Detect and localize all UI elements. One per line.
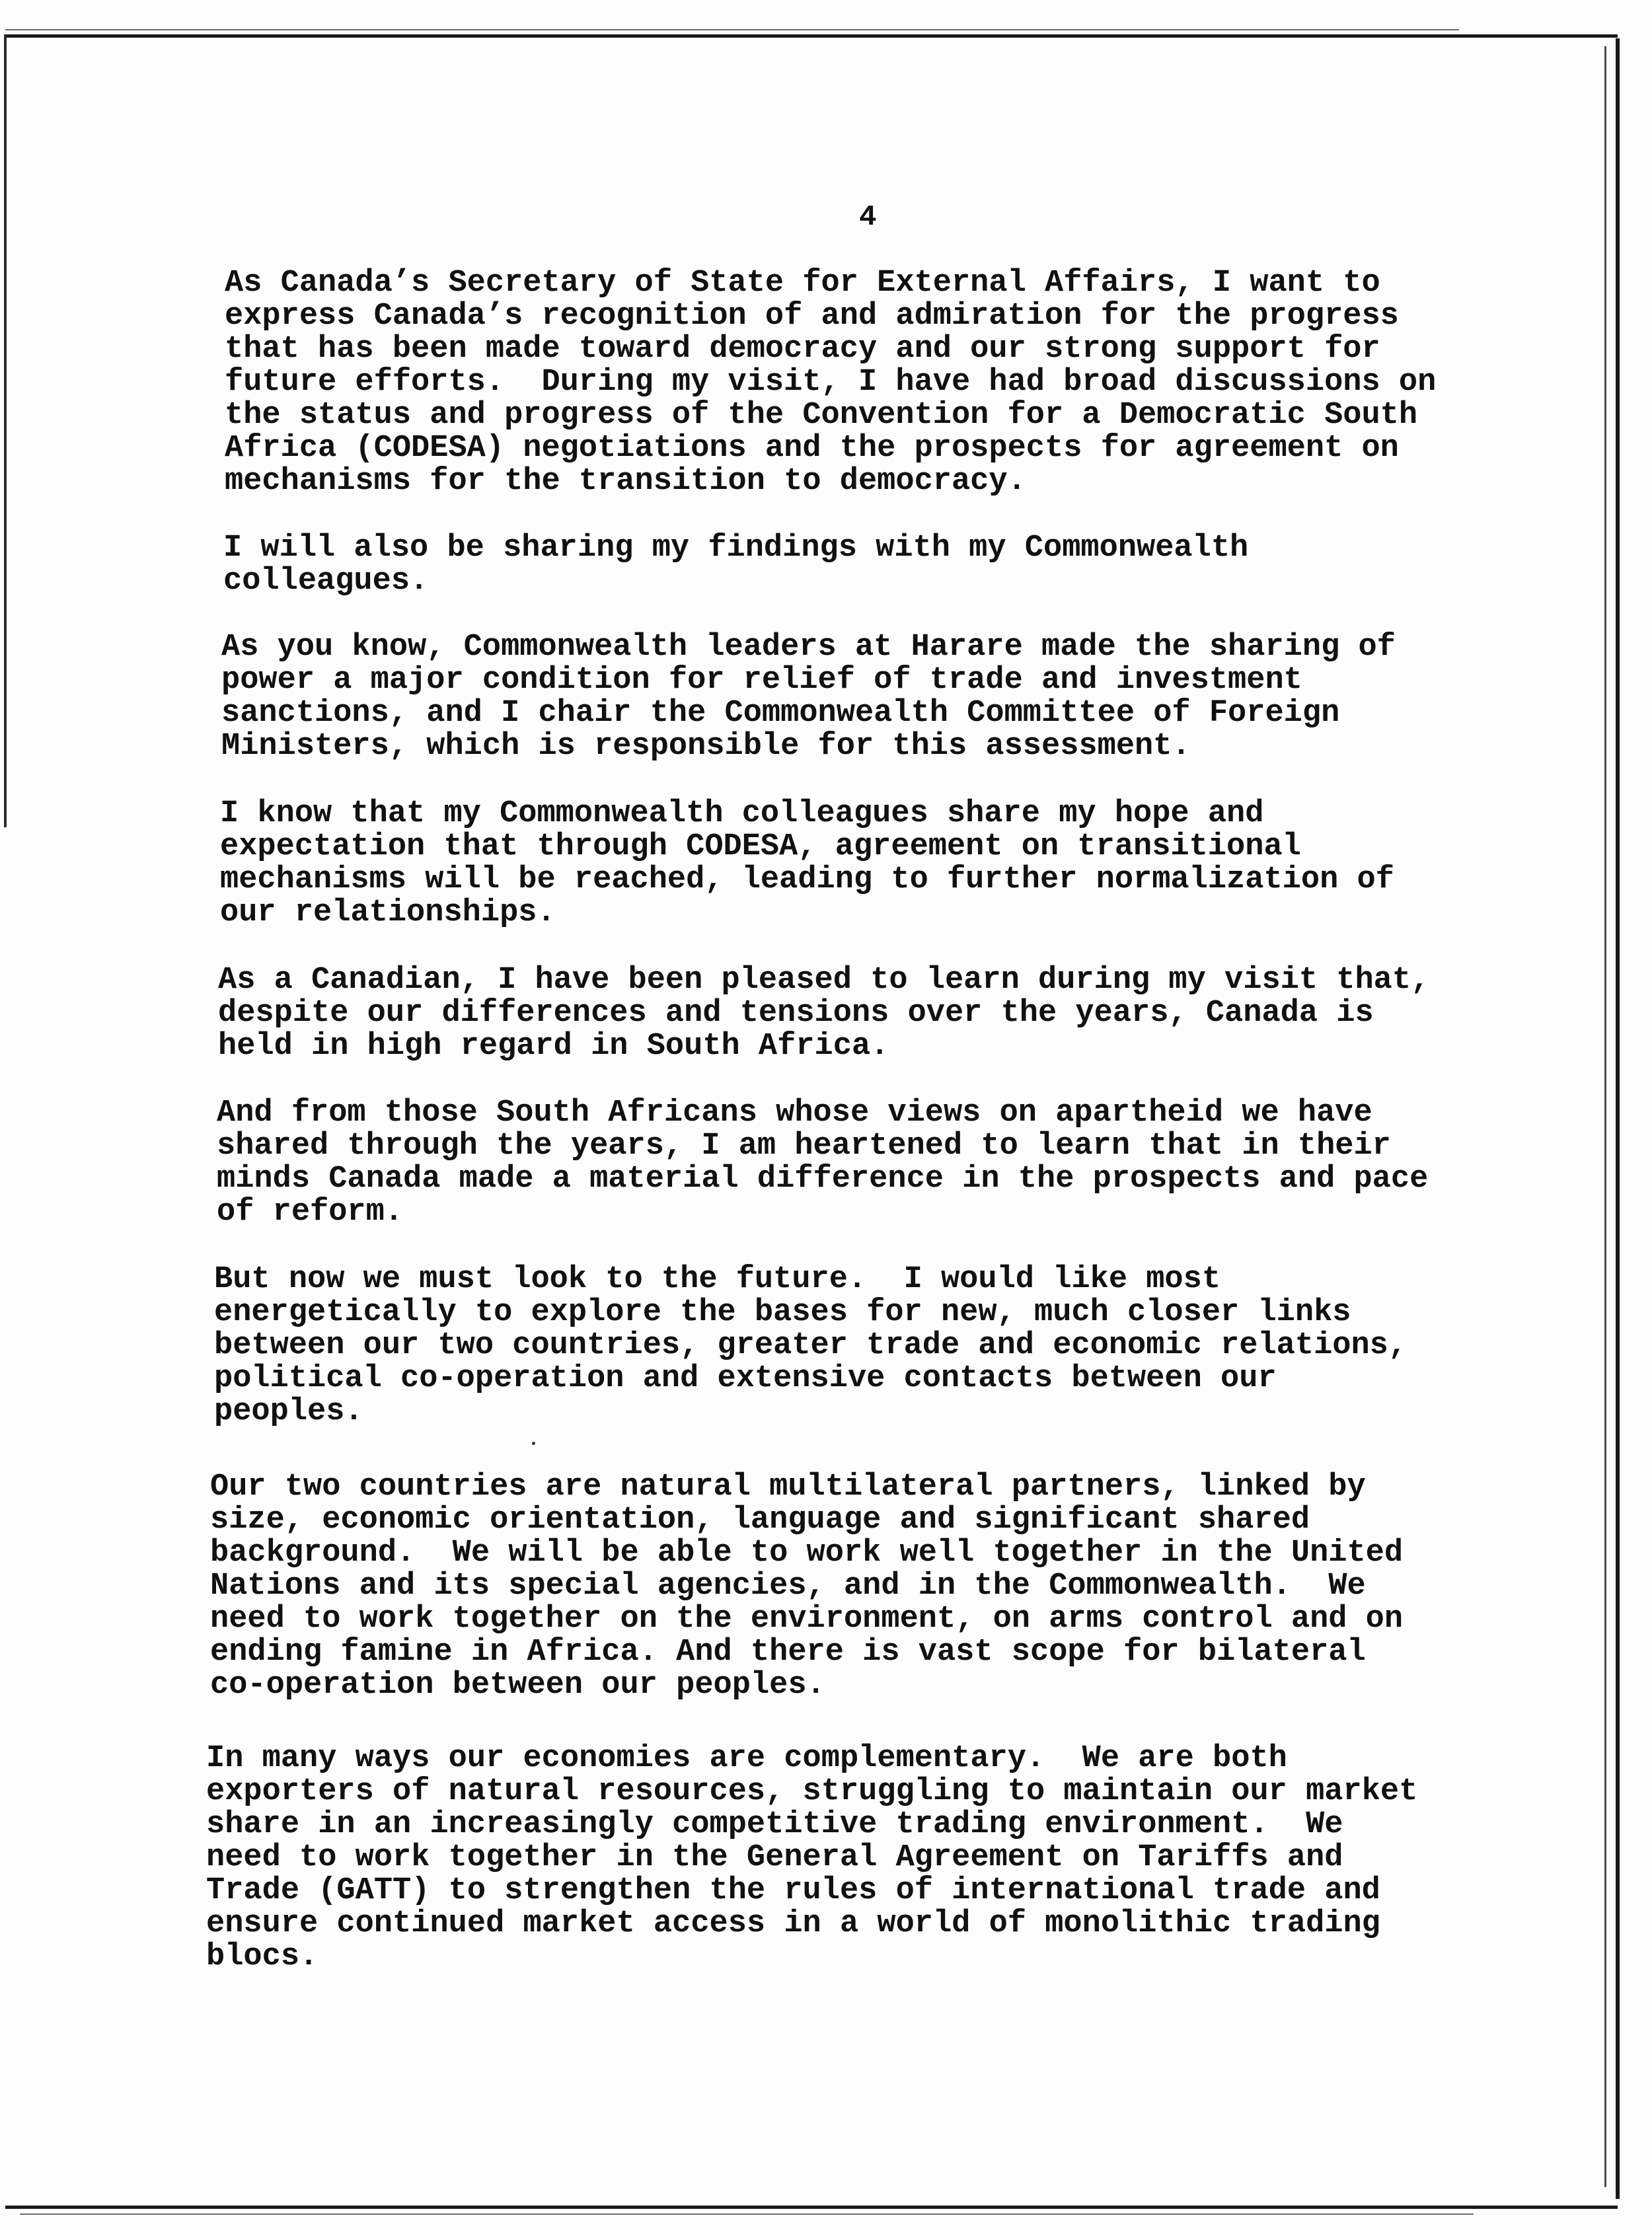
text-line: despite our differences and tensions over the years, Canada is [218, 996, 1374, 1031]
text-line: between our two countries, greater trade and economic relations, [214, 1328, 1408, 1363]
text-line: Trade (GATT) to strengthen the rules of international trade and [206, 1873, 1380, 1908]
text-line: expectation that through CODESA, agreement on transitional [220, 829, 1301, 864]
text-line: peoples. [214, 1394, 363, 1429]
text-line: I will also be sharing my findings with my Commonwealth [223, 531, 1249, 566]
text-line: As Canada’s Secretary of State for External Affairs, I want to [225, 266, 1380, 301]
paragraph [206, 1742, 1627, 1974]
text-line: need to work together on the environment, on arms control and on [210, 1602, 1404, 1637]
text-line: mechanisms will be reached, leading to further normalization of [220, 862, 1394, 897]
text-line: express Canada’s recognition of and admiration for the progress [225, 299, 1399, 334]
text-line: I know that my Commonwealth colleagues share my hope and [220, 796, 1264, 831]
text-line: exporters of natural resources, struggling to maintain our market [206, 1774, 1418, 1809]
paragraph [223, 532, 1644, 598]
paragraph [214, 1263, 1635, 1429]
text-line: mechanisms for the transition to democracy. [225, 464, 1026, 499]
text-line: As you know, Commonwealth leaders at Harare made the sharing of [221, 630, 1396, 665]
page-number: 4 [859, 201, 877, 234]
text-line: minds Canada made a material difference in the prospects and pace [217, 1162, 1429, 1197]
text-line: size, economic orientation, language and significant shared [210, 1503, 1310, 1538]
text-line: that has been made toward democracy and our strong support for [225, 332, 1380, 367]
text-line: of reform. [217, 1195, 404, 1230]
text-line: blocs. [206, 1939, 319, 1974]
text-line: co-operation between our peoples. [210, 1668, 825, 1703]
text-line: energetically to explore the bases for new, much closer links [214, 1295, 1351, 1330]
text-line: ensure continued market access in a world of monolithic trading [206, 1906, 1380, 1941]
text-line: Nations and its special agencies, and in the Commonwealth. We [210, 1569, 1366, 1604]
text-line: In many ways our economies are complementary. We are both [206, 1741, 1287, 1776]
paragraph [217, 1097, 1637, 1229]
paragraph [225, 267, 1645, 498]
text-line: colleagues. [223, 564, 429, 599]
text-line: As a Canadian, I have been pleased to learn during my visit that, [218, 963, 1430, 998]
paragraph [221, 631, 1642, 763]
text-line: background. We will be able to work well together in the United [210, 1536, 1404, 1571]
text-line: And from those South Africans whose views on apartheid we have [217, 1096, 1372, 1131]
text-line: our relationships. [220, 895, 556, 930]
text-line: Africa (CODESA) negotiations and the prospects for agreement on [225, 431, 1399, 466]
text-line: held in high regard in South Africa. [218, 1029, 889, 1064]
text-line: need to work together in the General Agreement on Tariffs and [206, 1840, 1343, 1875]
text-line: Ministers, which is responsible for this assessment. [221, 729, 1191, 764]
text-line: share in an increasingly competitive trading environment. We [206, 1807, 1343, 1842]
text-line: the status and progress of the Convention for a Democratic South [225, 398, 1418, 433]
text-line: political co-operation and extensive contacts between our [214, 1361, 1277, 1396]
paragraph [220, 798, 1641, 930]
text-line: power a major condition for relief of trade and investment [221, 663, 1302, 698]
text-line: Our two countries are natural multilateral partners, linked by [210, 1469, 1366, 1505]
paragraph [218, 964, 1639, 1063]
text-line: But now we must look to the future. I would like most [214, 1262, 1221, 1297]
text-line: future efforts. During my visit, I have had broad discussions on [225, 365, 1437, 400]
text-line: sanctions, and I chair the Commonwealth Committee of Foreign [221, 696, 1340, 731]
text-line: shared through the years, I am heartened to learn that in their [217, 1129, 1391, 1164]
paragraph [210, 1471, 1631, 1702]
text-line: ending famine in Africa. And there is vast scope for bilateral [210, 1635, 1366, 1670]
